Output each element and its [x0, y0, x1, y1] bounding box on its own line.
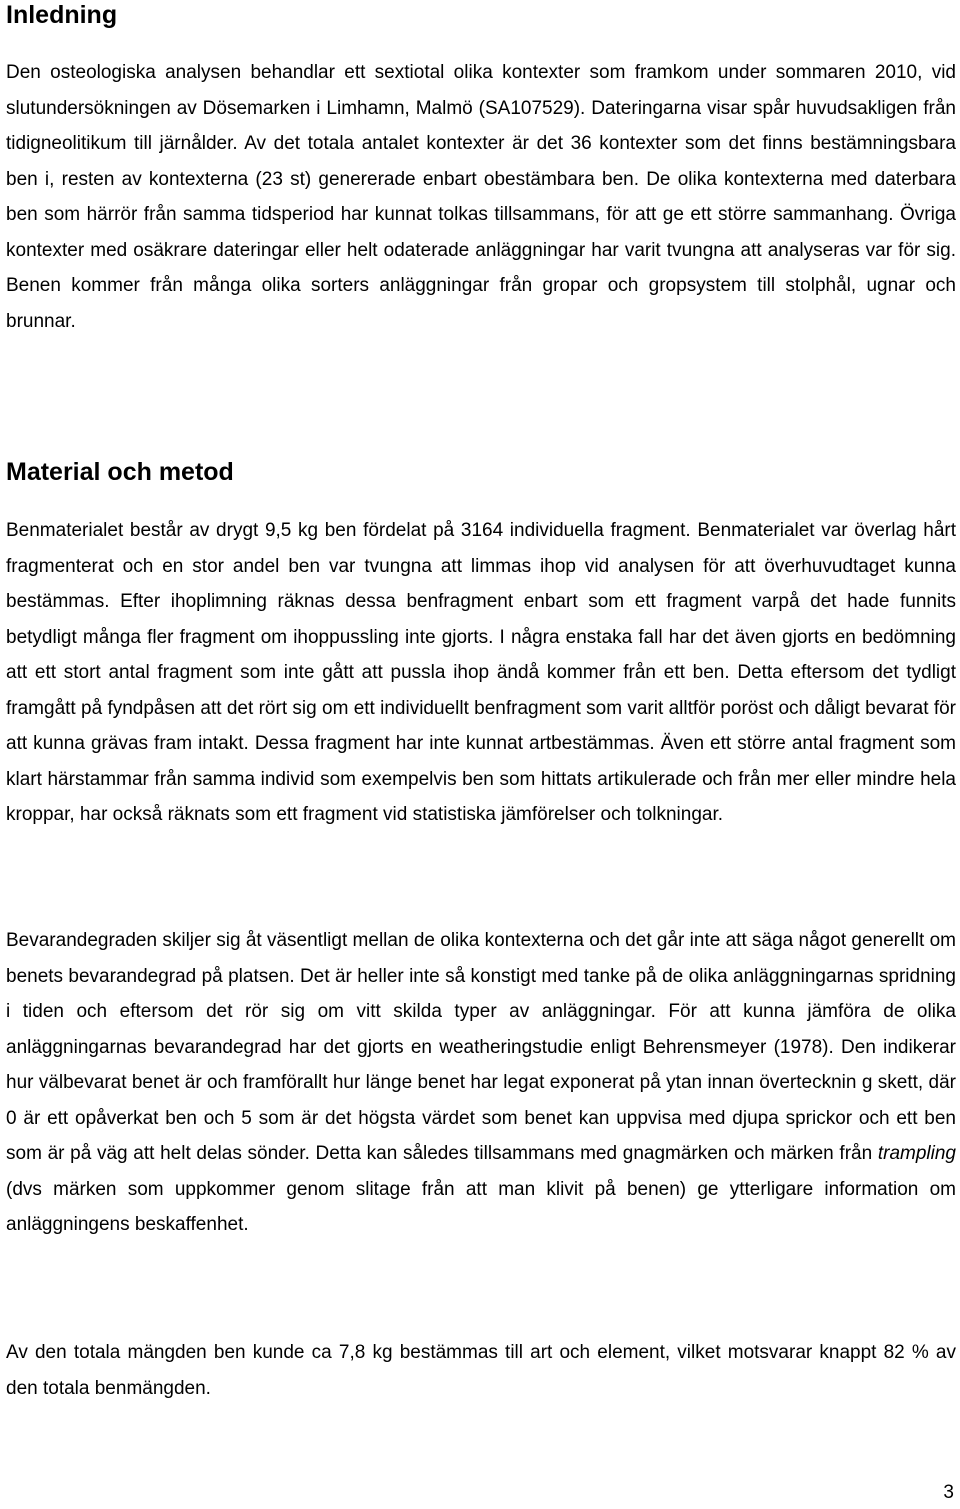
method-paragraph-2-text-b: (dvs märken som uppkommer genom slitage från att man klivit på benen) ge ytterligare information om anläggningens beskaffenhet.: [6, 1178, 956, 1235]
page-number: 3: [943, 1482, 954, 1503]
method-paragraph-2-italic-term: trampling: [877, 1143, 956, 1164]
intro-paragraph: Den osteologiska analysen behandlar ett sextiotal olika kontexter som framkom under sommaren 2010, vid slutundersökningen av Dösemarken i Limhamn, Malmö (SA107529). Dateringarna visar spår huvudsakligen från tidigneolitikum till järnålder. Av det totala antalet kontexter är det 36 kontexter som det finns bestämningsbara ben i, resten av kontexterna (23 st) genererade enbart obestämbara ben. De olika kontexterna med daterbara ben som härrör från samma tidsperiod har kunnat tolkas tillsammans, för att ge ett större sammanhang. Övriga kontexter med osäkrare dateringar eller helt odaterade anläggningar har varit tvungna att analyseras var för sig. Benen kommer från många olika sorters anläggningar från gropar och gropsystem till stolphål, ugnar och brunnar.: [6, 62, 956, 332]
method-paragraph-3: Av den totala mängden ben kunde ca 7,8 kg bestämmas till art och element, vilket motsvarar knappt 82 % av den totala benmängden.: [6, 1342, 956, 1399]
method-paragraph-2: [6, 923, 956, 1243]
method-paragraph-2-text-a: Bevarandegraden skiljer sig åt väsentligt mellan de olika kontexterna och det går inte att säga något generellt om benets bevarandegrad på platsen. Det är heller inte så konstigt med tanke på de olika anläggningarnas spridning i tiden och eftersom det rör sig om vitt skilda typer av anläggningar. För att kunna jämföra de olika anläggningarnas bevarandegrad har det gjorts en weatheringstudie enligt Behrensmeyer (1978). Den indikerar hur välbevarat benet är och framförallt hur länge benet har legat exponerat på ytan innan övertecknin g skett, där 0 är ett opåverkat ben och 5 som är det högsta värdet som benet kan uppvisa med djupa sprickor och ett ben som är på väg att helt delas sönder. Detta kan således tillsammans med gnagmärken och märken från: [6, 930, 956, 1164]
method-paragraph-1: Benmaterialet består av drygt 9,5 kg ben fördelat på 3164 individuella fragment. Benmaterialet var överlag hårt fragmenterat och en stor andel ben var tvungna att limmas ihop vid analysen för att överhuvudtaget kunna bestämmas. Efter ihoplimning räknas dessa benfragment enbart som ett fragment varpå det hade funnits betydligt många fler fragment om ihoppussling inte gjorts. I några enstaka fall har det även gjorts en bedömning att ett stort antal fragment som inte gått att pussla ihop ändå kommer från ett ben. Detta eftersom det tydligt framgått på fyndpåsen att det rört sig om ett individuellt benfragment som varit alltför poröst och dåligt bevarat för att kunna grävas fram intakt. Dessa fragment har inte kunnat artbestämmas. Även ett större antal fragment som klart härstammar från samma individ som exempelvis ben som hittats artikulerade och från mer eller mindre hela kroppar, har också räknats som ett fragment vid statistiska jämförelser och tolkningar.: [6, 520, 956, 825]
section-heading-method: Material och metod: [6, 458, 234, 486]
section-heading-intro: Inledning: [6, 1, 118, 29]
